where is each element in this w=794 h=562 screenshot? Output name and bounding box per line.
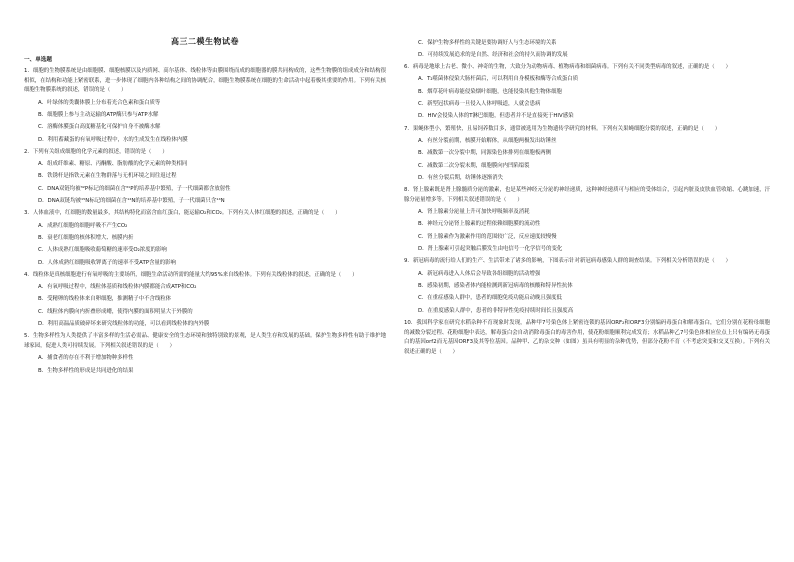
question-5-option-d: D．可持续发展追求的是自然、经济和社会的持久而协调的发展 (418, 51, 568, 58)
question-5-option-c: C．保护生物多样性的关键是要协调好人与生态环境的关系 (418, 39, 557, 46)
question-1-option-d: D．利用蓄藏蛋的有氧呼吸过程中，水的生成发生在线粒体内膜 (38, 136, 188, 143)
question-3-stem: 3．人体血液中，红细胞的数量最多，其结构特化而富含血红蛋白，能运输O₂和CO₂。下列有关人体红细胞的叙述，正确的是（ ） (24, 210, 341, 217)
question-9-option-c: C．在重症感染人群中，患者的细胞免疫功能启动晚且强度低 (418, 295, 562, 302)
question-7-stem: 7．果蝇体型小，繁殖快，且易饲养数目多，通常被选用为生物遗传学研究的材料。下列有关果蝇细胞分裂的叙述，正确的是（ ） (404, 125, 721, 132)
question-7-option-b: B．减数第一次分裂中期，同源染色体排列在细胞板两侧 (418, 150, 552, 157)
question-5-option-b: B．生物多样性的形成是共同进化的结果 (38, 367, 134, 374)
question-1-stem: 1．细胞的生物膜系统是由细胞膜、细胞核膜以及内质网、高尔基体、线粒体等由膜围绕而成的细胞器的膜共同构成的，这些生物膜的组成成分和结构很相似，在结构和功能上紧密联系，进一步体现了细胞内各种结构之间的协调配合，细胞生物膜系统在细胞的生命活动中起着极其重要的作用。下列有关核细胞生物膜系统的叙述，错误的是（ ） (24, 68, 386, 94)
question-2-stem: 2．下列有关组成细胞的化学元素的叙述，错误的是（ ） (24, 148, 168, 155)
question-9-option-d: D．在重度感染人群中，患者的非特异性免疫持续时间长且强度高 (418, 307, 574, 314)
question-2-option-d: D．DNA双链均被¹⁵N标记的细菌在含¹⁴N的培养基中繁殖，子一代细菌只含¹⁴N (38, 198, 225, 205)
question-9-option-a: A．新冠病毒进入人体后会导致各组细胞的活动增强 (418, 270, 541, 277)
question-4-option-b: B．受精卵的线粒体来自卵细胞，推测精子中不含线粒体 (38, 296, 172, 303)
question-5-stem: 5．生物多样性为人类提供了丰富多样的生活必需品、健康安全的生态环境和独特别致的景观，是人类生存和发展的基础。保护生物多样性有助于维护地球家园，促进人类可持续发展。下列相关叙述错误的是（ ） (24, 333, 386, 350)
question-6-option-c: C．新型冠状病毒一旦侵入人体呼吸道，人就会患病 (418, 101, 541, 108)
question-7-option-a: A．有丝分裂前期，核膜开始解体，从细胞两极发出纺锤丝 (418, 137, 557, 144)
question-9-option-b: B．感染初期，感染者体内能检测到新冠病毒的核酸和特异性抗体 (418, 282, 573, 289)
question-4-option-a: A．有氧呼吸过程中，线粒体基质和线粒体内膜都能合成ATP和CO₂ (38, 284, 197, 291)
question-3-option-c: C．人体成熟红细胞吸收葡萄糖的速率受O₂浓度的影响 (38, 247, 167, 254)
question-6-option-d: D．HIV会侵染人体的T淋巴细胞，但患者并不是直接死于HIV感染 (418, 113, 574, 120)
question-3-option-d: D．人体成熟红细胞吸收钾离子的速率不受ATP含量的影响 (38, 259, 176, 266)
section-heading: 一、单选题 (24, 57, 52, 63)
question-2-option-b: B．铁锈杆是指铁元素在生物群落与无机环境之间往返过程 (38, 173, 177, 180)
left-column (24, 36, 386, 379)
question-5-option-a: A．捕食者的存在不利于增加物种多样性 (38, 355, 134, 362)
right-column (404, 36, 770, 358)
question-8-option-d: D．肾上腺素可引起突触后膜发生由电信号一化学信号的变化 (418, 246, 563, 253)
question-7-option-c: C．减数第二次分裂末期，细胞膜向内凹陷缢裂 (418, 162, 530, 169)
question-6-option-a: A．T₂噬菌体侵染大肠杆菌后，可以利用自身模板和酶等合成蛋白质 (418, 76, 579, 83)
question-4-stem: 4．线粒体是真核细胞进行有氧呼吸的主要场所，细胞生命活动所需的能量大约95%来自线粒体。下列有关线粒体的叙述，正确的是（ ） (24, 271, 358, 278)
page-title: 高三二模生物试卷 (171, 37, 239, 46)
question-10-stem: 10．我国科学家在研究水稻杂种不育现象时发现，品种甲7号染色体上紧密连锁的基因ORF₂和ORF3分别编码毒蛋白和解毒蛋白，它们分别在花粉母细胞的减数分裂过程、花粉细胞中表达，解毒蛋白会自动消除毒蛋白的毒害作用，使花粉细胞顺利完成发育；水稻品种乙7号染色体相应位点上只有编码无毒蛋白的基因orf2而无基因ORF3及其等位基因。品种甲、乙的杂交种（如图）虽具有明显的杂种优势，但部分花粉不育（不考虑突变和交叉互换）。下列有关叙述正确的是（ ） (404, 319, 770, 355)
question-4-option-d: D．利用高温品质破碎坏来研究线粒体的功能，可以看到线粒体的内外膜 (38, 321, 210, 328)
question-6-option-b: B．烟草花叶病毒能侵染烟叶细胞，也能侵染其他生物体细胞 (418, 88, 562, 95)
question-2-option-a: A．组成纤维素、糖原、丙酮酸、脂肪酸的化学元素的种类相同 (38, 161, 188, 168)
question-4-option-c: C．线粒体内膜向内折叠形成嵴，使得内膜的面积明显大于外膜的 (38, 308, 193, 315)
question-9-stem: 9．新冠病毒的流行给人们的生产、生活带来了诸多的影响，下图表示针对新冠病毒感染人群的调查结果。下列相关分析错误的是（ ） (404, 258, 731, 265)
question-3-option-b: B．衰老红细胞的核体积增大、核膜内折 (38, 234, 134, 241)
question-8-option-b: B．神经元分泌肾上腺素的过程依赖细胞膜的流动性 (418, 221, 541, 228)
question-7-option-d: D．有丝分裂后期，纺锤体逐渐消失 (418, 174, 504, 181)
question-1-option-b: B．细胞膜上参与主动运输的ATP酶只参与ATP水解 (38, 112, 159, 118)
question-6-stem: 6．病毒是地球上古老、微小、神奇的生物，大致分为动物病毒、植物病毒和细菌病毒。下列有关不同类型病毒的叙述，正确的是（ ） (404, 64, 731, 71)
question-8-option-a: A．肾上腺素分泌量上升可加快呼吸频率及消耗 (418, 209, 530, 216)
question-3-option-a: A．成熟红细胞的细胞呼吸不产生CO₂ (38, 222, 128, 229)
question-8-option-c: C．肾上腺素作为激素作用的范围较广泛，反应速度较慢慢 (418, 233, 557, 240)
question-1-option-a: A．叶绿体的类囊体膜上分布着光合色素和蛋白质等 (38, 99, 161, 106)
question-8-stem: 8．肾上腺素既是肾上腺髓质分泌的激素，也是某些神经元分泌的神经递质，这种神经递质可与相应的受体结合，引起内脏及皮肤血管收缩、心跳加速，汗腺分泌量增多等。下列相关叙述错误的是（ ） (404, 187, 770, 203)
question-2-option-c: C．DNA双链均被³²P标记的细菌在含³¹P的培养基中繁殖，子一代细菌都含放射性 (38, 185, 231, 192)
question-1-option-c: C．溶酶体膜蛋白高度糖基化可保护自身不被酶水解 (38, 124, 161, 131)
